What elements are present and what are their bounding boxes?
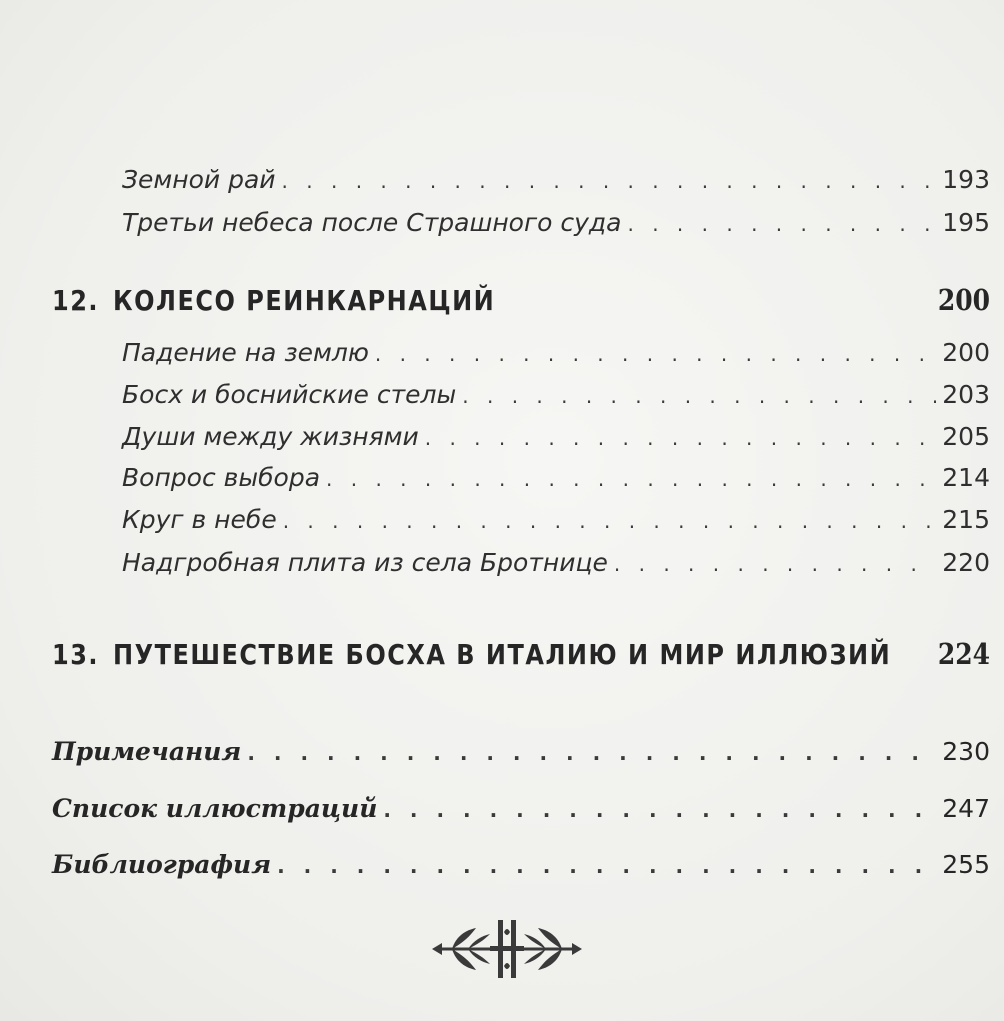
toc-entry-page: 214 [942, 463, 990, 492]
toc-entry-title: Библиография [52, 850, 272, 879]
toc-entry-page: 230 [942, 737, 990, 766]
toc-entry-title: Примечания [52, 737, 242, 766]
chapter-page: 224 [937, 637, 990, 671]
toc-entry[interactable] [122, 208, 990, 237]
dot-leader [383, 798, 936, 822]
toc-entry-title: Круг в небе [122, 505, 277, 534]
toc-entry-title: Третьи небеса после Страшного суда [122, 208, 622, 237]
dot-leader [283, 509, 937, 533]
toc-entry-title: Надгробная плита из села Бротнице [122, 548, 608, 577]
dot-leader [628, 212, 937, 236]
dot-leader [326, 467, 936, 491]
dot-leader [282, 169, 937, 193]
chapter-page: 200 [937, 283, 990, 317]
toc-chapter-13[interactable] [52, 638, 990, 671]
dot-leader [462, 384, 936, 408]
toc-entry-page: 220 [942, 548, 990, 577]
toc-entry-page: 203 [942, 380, 990, 409]
toc-entry-page: 247 [942, 794, 990, 823]
toc-entry[interactable] [122, 548, 990, 577]
toc-entry[interactable] [122, 338, 990, 367]
chapter-number: 13. [52, 638, 100, 671]
toc-entry-title: Земной рай [122, 165, 276, 194]
toc-entry[interactable] [122, 380, 990, 409]
chapter-title: КОЛЕСО РЕИНКАРНАЦИЙ [113, 284, 496, 317]
toc-back-entry[interactable] [52, 737, 990, 766]
toc-entry-title: Вопрос выбора [122, 463, 321, 492]
toc-entry-page: 200 [942, 338, 990, 367]
dot-leader [277, 854, 936, 878]
toc-entry-page: 215 [942, 505, 990, 534]
toc-entry[interactable] [122, 505, 990, 534]
dot-leader [614, 552, 936, 576]
toc-entry-title: Список иллюстраций [52, 794, 378, 823]
dot-leader [247, 741, 936, 765]
chapter-number: 12. [52, 284, 100, 317]
toc-entry[interactable] [122, 422, 990, 451]
toc-entry-page: 193 [942, 165, 990, 194]
chapter-heading [52, 285, 495, 317]
toc-entry-title: Босх и боснийские стелы [122, 380, 457, 409]
toc-entry[interactable] [122, 165, 990, 194]
dot-leader [375, 342, 936, 366]
chapter-heading [52, 639, 891, 671]
decorative-fleuron-icon [432, 918, 582, 980]
toc-back-entry[interactable] [52, 850, 990, 879]
toc-entry[interactable] [122, 463, 990, 492]
toc-back-entry[interactable] [52, 794, 990, 823]
toc-entry-title: Падение на землю [122, 338, 369, 367]
toc-entry-page: 255 [942, 850, 990, 879]
dot-leader [425, 426, 937, 450]
toc-chapter-12[interactable] [52, 284, 990, 317]
chapter-title: ПУТЕШЕСТВИЕ БОСХА В ИТАЛИЮ И МИР ИЛЛЮЗИЙ [113, 638, 892, 671]
toc-entry-title: Души между жизнями [122, 422, 419, 451]
toc-entry-page: 205 [942, 422, 990, 451]
toc-entry-page: 195 [942, 208, 990, 237]
